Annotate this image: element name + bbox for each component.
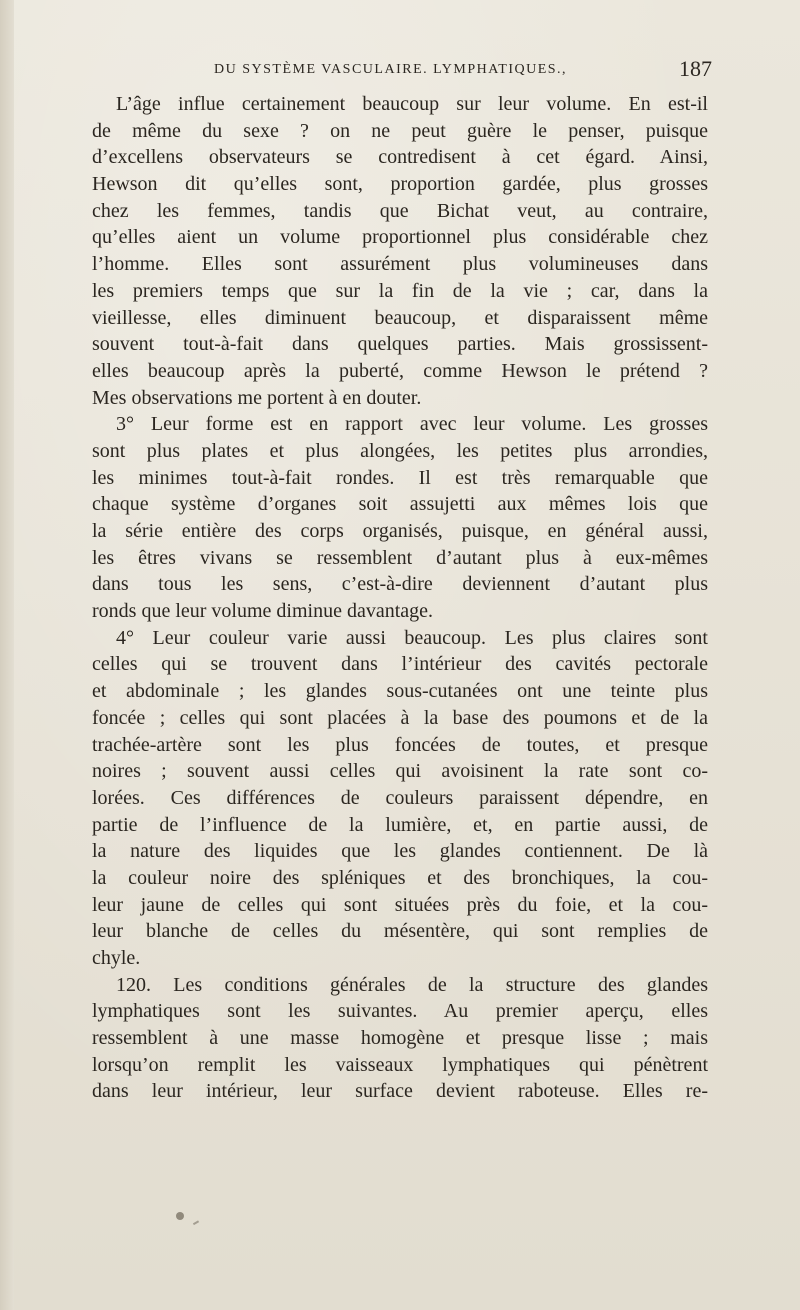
- body-text: [92, 91, 708, 1105]
- running-head: DU SYSTÈME VASCULAIRE. LYMPHATIQUES.,: [214, 62, 568, 77]
- text-line: elles beaucoup après la puberté, comme Hewson le prétend ?: [92, 359, 708, 382]
- text-line: ronds que leur volume diminue davantage.: [92, 600, 434, 623]
- text-line: les premiers temps que sur la fin de la vie ; car, dans la: [92, 279, 708, 302]
- text-line: l’homme. Elles sont assurément plus volumineuses dans: [92, 253, 708, 276]
- text-line: de même du sexe ? on ne peut guère le penser, puisque: [92, 119, 708, 142]
- ink-blot-mark: [176, 1212, 184, 1220]
- text-line: partie de l’influence de la lumière, et, en partie aussi, de: [92, 813, 708, 836]
- text-line: sont plus plates et plus alongées, les petites plus arrondies,: [92, 439, 708, 462]
- text-line: qu’elles aient un volume proportionnel plus considérable chez: [92, 226, 708, 249]
- text-line: les êtres vivans se ressemblent d’autant plus à eux-mêmes: [92, 546, 708, 569]
- text-line: vieillesse, elles diminuent beaucoup, et disparaissent même: [92, 306, 708, 329]
- text-line: lorsqu’on remplit les vaisseaux lymphatiques qui pénètrent: [92, 1053, 708, 1076]
- text-line: Hewson dit qu’elles sont, proportion gardée, plus grosses: [92, 173, 708, 196]
- text-line: chez les femmes, tandis que Bichat veut, au contraire,: [92, 199, 708, 222]
- page-header: [92, 56, 712, 84]
- text-line: leur jaune de celles qui sont situées près du foie, et la cou-: [92, 893, 708, 916]
- text-line: la série entière des corps organisés, puisque, en général aussi,: [92, 520, 708, 542]
- text-line: dans tous les sens, c’est-à-dire deviennent d’autant plus: [92, 573, 708, 596]
- text-line: 4° Leur couleur varie aussi beaucoup. Les plus claires sont: [116, 626, 708, 649]
- text-line: d’excellens observateurs se contredisent à cet égard. Ainsi,: [92, 146, 708, 169]
- text-line: les minimes tout-à-fait rondes. Il est très remarquable que: [92, 466, 708, 489]
- text-line: L’âge influe certainement beaucoup sur leur volume. En est-il: [116, 93, 708, 115]
- page-edge-shadow: [0, 0, 14, 1310]
- text-line: foncée ; celles qui sont placées à la base des poumons et de la: [92, 706, 708, 729]
- text-line: celles qui se trouvent dans l’intérieur des cavités pectorale: [92, 653, 708, 676]
- text-line: 3° Leur forme est en rapport avec leur volume. Les grosses: [116, 413, 708, 436]
- text-line: Mes observations me portent à en douter.: [92, 386, 422, 409]
- text-line: ressemblent à une masse homogène et presque lisse ; mais: [92, 1027, 708, 1050]
- text-line: 120. Les conditions générales de la structure des glandes: [116, 973, 708, 996]
- text-line: dans leur intérieur, leur surface devient raboteuse. Elles re-: [92, 1080, 708, 1103]
- text-line: leur blanche de celles du mésentère, qui sont remplies de: [92, 920, 708, 943]
- text-line: noires ; souvent aussi celles qui avoisinent la rate sont co-: [92, 760, 708, 783]
- text-line: chaque système d’organes soit assujetti aux mêmes lois que: [92, 493, 708, 516]
- text-line: souvent tout-à-fait dans quelques parties. Mais grossissent-: [92, 333, 708, 356]
- text-line: lymphatiques sont les suivantes. Au premier aperçu, elles: [92, 1000, 708, 1023]
- text-line: trachée-artère sont les plus foncées de toutes, et presque: [92, 733, 708, 756]
- text-line: la nature des liquides que les glandes contiennent. De là: [92, 840, 708, 863]
- text-line: lorées. Ces différences de couleurs paraissent dépendre, en: [92, 786, 708, 809]
- text-line: et abdominale ; les glandes sous-cutanées ont une teinte plus: [92, 680, 708, 703]
- text-line: chyle.: [92, 947, 141, 969]
- pen-tick-mark: [191, 1217, 199, 1225]
- page-number: 187: [679, 56, 712, 81]
- text-line: la couleur noire des spléniques et des bronchiques, la cou-: [92, 866, 708, 889]
